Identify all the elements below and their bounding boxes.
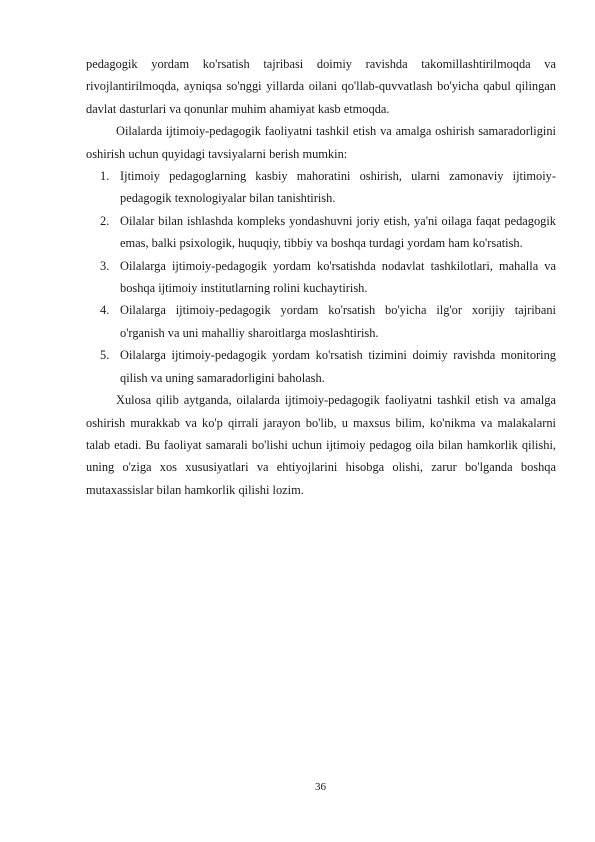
page-number: 36 [315,781,326,793]
paragraph-continuation: pedagogik yordam ko'rsatish tajribasi doimiy ravishda takomillashtirilmoqda va rivojlantirilmoqda, ayniqsa so'nggi yillarda oilani qo'llab-quvvatlash bo'yicha qabul qilingan davlat dasturlari va qonunlar muhim ahamiyat kasb etmoqda. [86,57,556,116]
recommendations-list [86,165,556,389]
list-item [86,299,556,344]
list-item-number: 2. [100,213,110,228]
list-item [86,344,556,389]
paragraph-recommendations-intro: Oilalarda ijtimoiy-pedagogik faoliyatni tashkil etish va amalga oshirish samaradorligini oshirish uchun quyidagi tavsiyalarni berish mumkin: [86,124,556,161]
list-item-text: Oilalar bilan ishlashda kompleks yondashuvni joriy etish, ya'ni oilaga faqat pedagogik emas, balki psixologik, huquqiy, tibbiy va boshqa turdagi yordam ham ko'rsatish. [120,213,556,251]
list-item-number: 4. [100,303,110,318]
list-item-number: 3. [100,258,110,273]
list-item-text: Oilalarga ijtimoiy-pedagogik yordam ko'rsatish bo'yicha ilg'or xorijiy tajribani o'rganish va uni mahalliy sharoitlarga moslashtirish. [120,303,556,340]
list-item [86,210,556,255]
document-page [86,53,556,501]
list-item-number: 5. [100,348,110,363]
paragraph-conclusion: Xulosa qilib aytganda, oilalarda ijtimoiy-pedagogik faoliyatni tashkil etish va amalga oshirish murakkab va ko'p qirrali jarayon bo'lib, u maxsus bilim, ko'nikma va malakalarni talab etadi. Bu faoliyat samarali bo'lishi uchun ijtimoiy pedagog oila bilan hamkorlik qilishi, uning o'ziga xos xususiyatlari va ehtiyojlarini hisobga olishi, zarur bo'lganda boshqa mutaxassislar bilan hamkorlik qilishi lozim. [86,393,556,497]
list-item [86,165,556,210]
list-item-text: Oilalarga ijtimoiy-pedagogik yordam ko'rsatish tizimini doimiy ravishda monitoring qilish va uning samaradorligini baholash. [120,348,556,385]
list-item-text: Oilalarga ijtimoiy-pedagogik yordam ko'rsatishda nodavlat tashkilotlari, mahalla va boshqa ijtimoiy institutlarning rolini kuchaytirish. [120,258,556,296]
list-item [86,255,556,300]
list-item-number: 1. [100,169,110,184]
list-item-text: Ijtimoiy pedagoglarning kasbiy mahoratini oshirish, ularni zamonaviy ijtimoiy-pedagogik texnologiyalar bilan tanishtirish. [120,169,556,206]
